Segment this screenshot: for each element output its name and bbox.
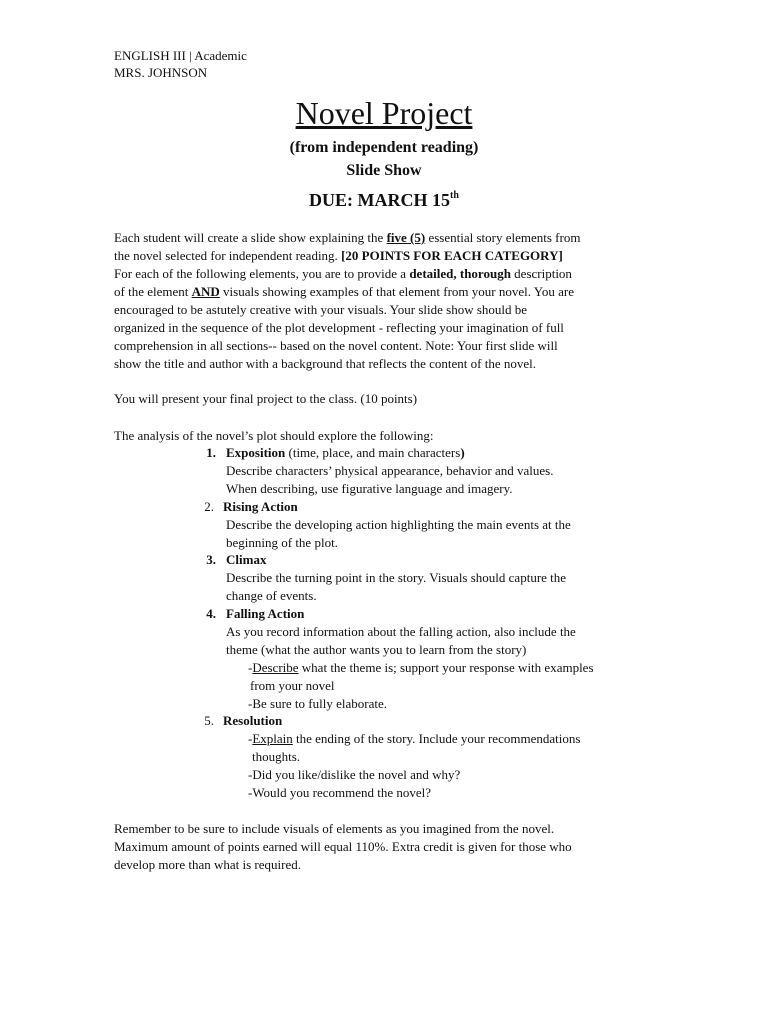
due-date [0, 184, 768, 212]
item-description: change of events. [226, 588, 317, 603]
closing-paragraph [114, 820, 659, 874]
item-subpoint: thoughts. [252, 749, 301, 764]
item-subpoint: from your novel [250, 678, 335, 693]
item-number: 2. [204, 499, 214, 514]
intro-line: organized in the sequence of the plot development - reflecting your imagination of full [114, 320, 564, 335]
item-number: 5. [204, 713, 214, 728]
item-heading-rising-action: Rising Action [223, 499, 298, 514]
due-date-text: DUE: MARCH 15 [309, 190, 451, 210]
item-description: When describing, use figurative language and imagery. [226, 481, 513, 496]
item-number: 4. [206, 606, 216, 621]
document-title: Novel Project [295, 95, 473, 131]
item-heading-exposition: Exposition (time, place, and main characters) [226, 445, 465, 460]
intro-line: the novel selected for independent reading. [20 POINTS FOR EACH CATEGORY] [114, 248, 563, 263]
item-description: Describe characters’ physical appearance, behavior and values. [226, 463, 554, 478]
intro-paragraph [114, 229, 659, 373]
item-description: Describe the developing action highlighting the main events at the [226, 517, 571, 532]
closing-line: develop more than what is required. [114, 857, 301, 872]
item-description: beginning of the plot. [226, 535, 338, 550]
closing-line: Remember to be sure to include visuals of elements as you imagined from the novel. [114, 821, 555, 836]
item-description: As you record information about the falling action, also include the [226, 624, 576, 639]
item-heading-resolution: Resolution [223, 713, 283, 728]
closing-line: Maximum amount of points earned will equal 110%. Extra credit is given for those who [114, 839, 572, 854]
item-subpoint: -Explain the ending of the story. Include your recommendations [248, 731, 581, 746]
item-subpoint: -Be sure to fully elaborate. [248, 696, 387, 711]
item-number: 1. [206, 445, 216, 460]
intro-line: of the element AND visuals showing examples of that element from your novel. You are [114, 284, 574, 299]
item-subpoint: -Did you like/dislike the novel and why? [248, 767, 461, 782]
due-date-suffix: th [450, 190, 459, 201]
item-description: theme (what the author wants you to learn from the story) [226, 642, 527, 657]
item-subpoint: -Would you recommend the novel? [248, 785, 432, 800]
item-number: 3. [206, 552, 216, 567]
course-name: ENGLISH III | Academic [114, 48, 247, 63]
intro-line: For each of the following elements, you are to provide a detailed, thorough description [114, 266, 572, 281]
intro-line: show the title and author with a background that reflects the content of the novel. [114, 356, 537, 371]
intro-line: encouraged to be astutely creative with your visuals. Your slide show should be [114, 302, 528, 317]
document-subtitle: (from independent reading) [289, 139, 479, 156]
presentation-note: You will present your final project to the class. (10 points) [114, 391, 418, 406]
course-header [114, 47, 247, 81]
item-description: Describe the turning point in the story. Visuals should capture the [226, 570, 567, 585]
analysis-intro: The analysis of the novel’s plot should explore the following: [114, 428, 434, 443]
intro-line: Each student will create a slide show explaining the five (5) essential story elements from [114, 230, 581, 245]
item-subpoint: -Describe what the theme is; support your response with examples [248, 660, 594, 675]
item-heading-climax: Climax [226, 552, 267, 567]
item-heading-falling-action: Falling Action [226, 606, 305, 621]
intro-line: comprehension in all sections-- based on the novel content. Note: Your first slide will [114, 338, 558, 353]
document-subtitle-2: Slide Show [346, 162, 422, 179]
teacher-name: MRS. JOHNSON [114, 65, 208, 80]
